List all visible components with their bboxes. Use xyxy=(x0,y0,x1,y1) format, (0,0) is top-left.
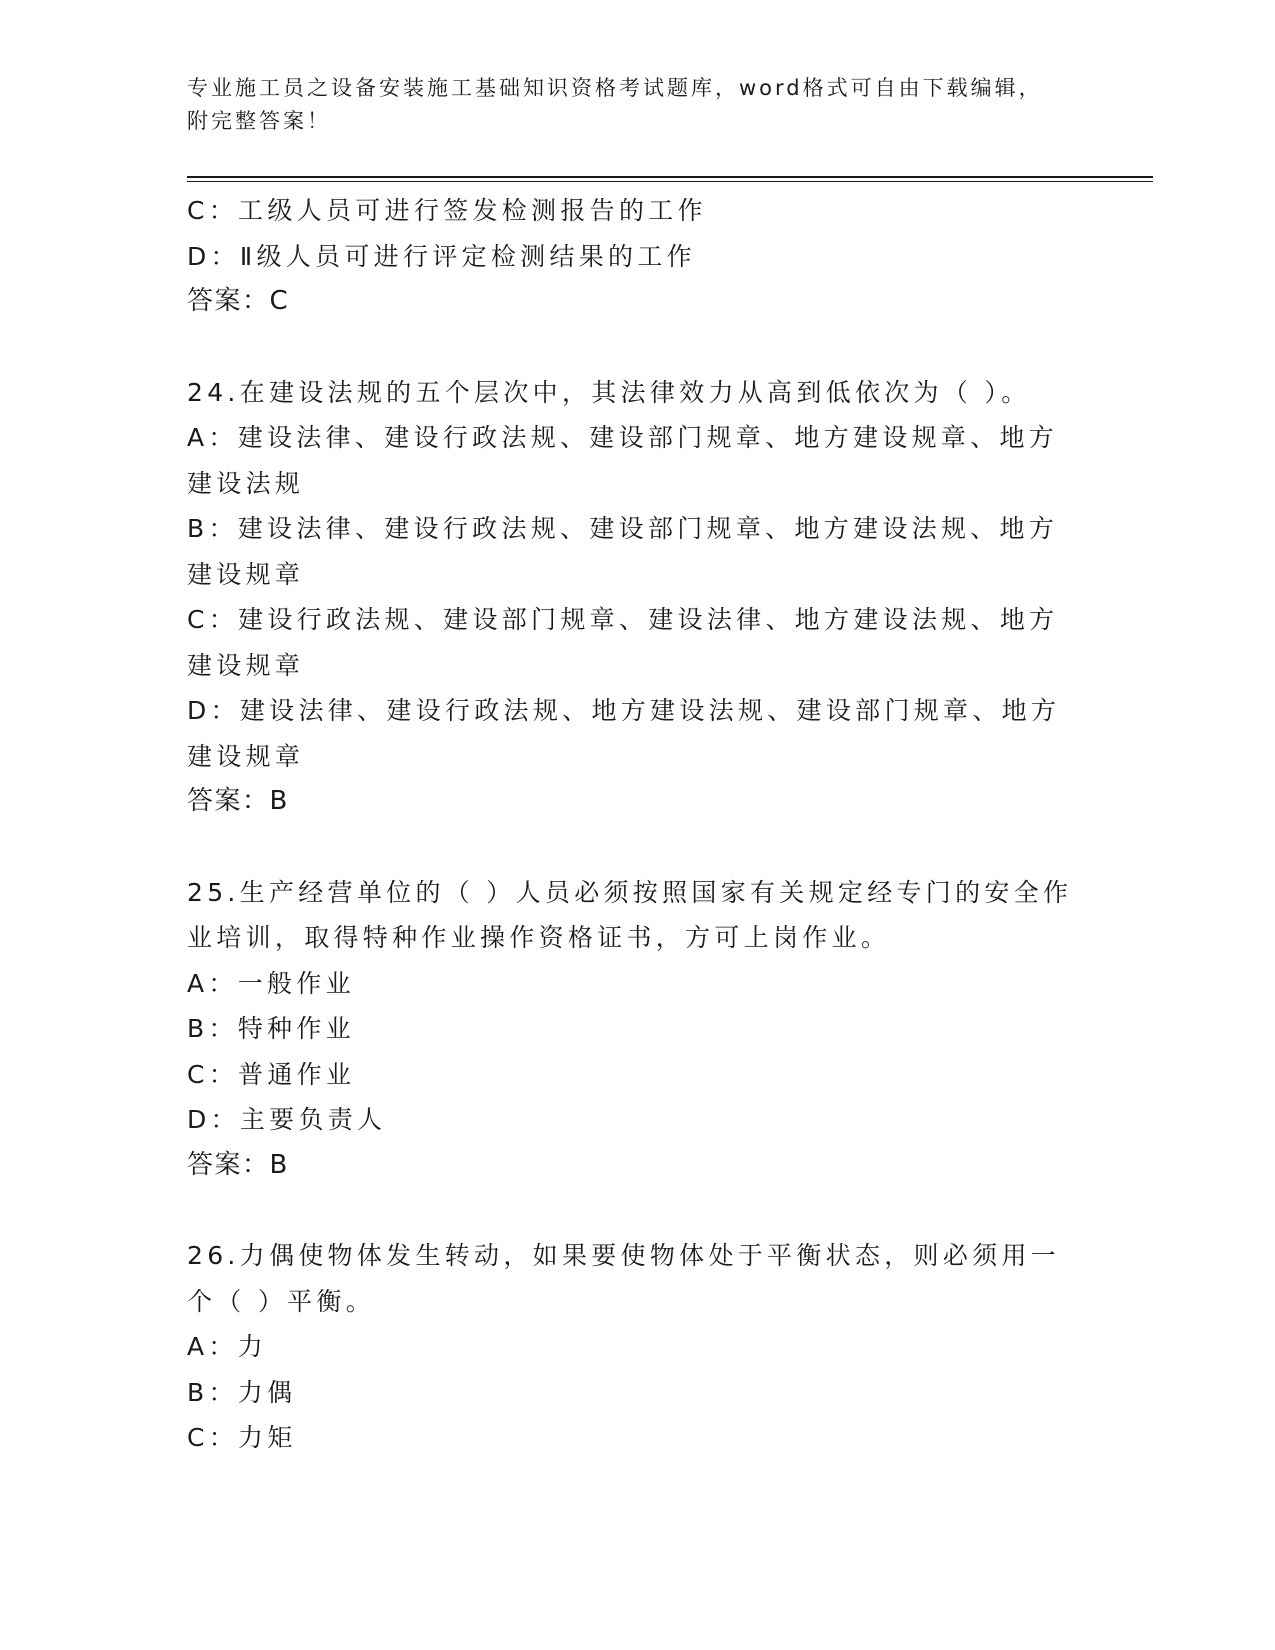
option-d: D：建设法律、建设行政法规、地方建设法规、建设部门规章、地方建设规章 xyxy=(187,696,1061,771)
question-26 xyxy=(187,1233,1087,1461)
option-a: A：力 xyxy=(187,1332,268,1361)
option-b: B：特种作业 xyxy=(187,1014,355,1043)
question-stem: 26.力偶使物体发生转动，如果要使物体处于平衡状态，则必须用一个（ ）平衡。 xyxy=(187,1241,1061,1316)
document-body xyxy=(187,188,1087,1461)
option-c: C：普通作业 xyxy=(187,1059,356,1089)
document-header xyxy=(187,72,1087,138)
question-24 xyxy=(187,370,1087,825)
question-stem: 24.在建设法规的五个层次中，其法律效力从高到低依次为（ ）。 xyxy=(187,377,1031,407)
question-25 xyxy=(187,870,1087,1189)
answer: 答案：C xyxy=(187,286,290,316)
header-divider-thin xyxy=(187,181,1153,182)
question-stem: 25.生产经营单位的（ ）人员必须按照国家有关规定经专门的安全作业培训，取得特种作业操作资格证书，方可上岗作业。 xyxy=(187,877,1073,952)
header-line-2: 附完整答案！ xyxy=(187,109,331,133)
option-c: C：力矩 xyxy=(187,1423,297,1452)
header-line-1: 专业施工员之设备安装施工基础知识资格考试题库，word格式可自由下载编辑， xyxy=(187,76,1043,100)
answer: 答案：B xyxy=(187,786,289,816)
option-d: D：Ⅱ级人员可进行评定检测结果的工作 xyxy=(187,241,696,271)
option-c: C：建设行政法规、建设部门规章、建设法律、地方建设法规、地方建设规章 xyxy=(187,605,1059,680)
option-a: A：一般作业 xyxy=(187,968,355,998)
header-divider-thick xyxy=(187,176,1153,178)
option-c: C：工级人员可进行签发检测报告的工作 xyxy=(187,196,707,225)
option-a: A：建设法律、建设行政法规、建设部门规章、地方建设规章、地方建设法规 xyxy=(187,423,1059,498)
option-b: B：建设法律、建设行政法规、建设部门规章、地方建设法规、地方建设规章 xyxy=(187,514,1059,589)
option-b: B：力偶 xyxy=(187,1377,297,1407)
question-23-tail xyxy=(187,188,1087,325)
option-d: D：主要负责人 xyxy=(187,1105,387,1134)
answer: 答案：B xyxy=(187,1149,289,1180)
